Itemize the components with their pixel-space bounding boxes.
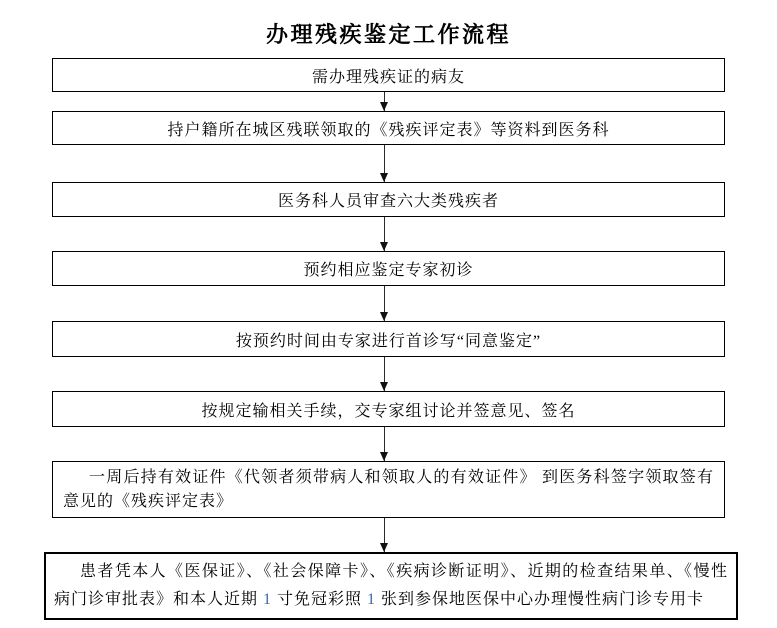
flow-arrow-6 (384, 427, 385, 461)
flow-step-1-label: 需办理残疾证的病友 (311, 68, 465, 86)
flowchart-title: 办理残疾鉴定工作流程 (265, 22, 511, 47)
flow-step-3-label: 医务科人员审查六大类残疾者 (277, 193, 499, 210)
flow-arrow-5 (384, 357, 385, 391)
flow-step-5-label: 按预约时间由专家进行首诊写“同意鉴定” (235, 332, 542, 350)
flow-arrow-7 (384, 518, 385, 552)
flow-step-6-label: 按规定输相关手续，交专家组讨论并签意见、签名 (201, 402, 576, 420)
flow-step-1 (52, 58, 725, 92)
flow-step-8-line2-run: 寸免冠彩照 (272, 591, 368, 608)
flow-step-4-label: 预约相应鉴定专家初诊 (303, 262, 474, 279)
flow-step-4 (52, 251, 725, 286)
photo-count-digit: 1 (263, 591, 273, 608)
photo-count-digit: 1 (367, 591, 377, 608)
flow-arrow-3 (384, 217, 385, 251)
flow-step-7-line1: 一周后持有效证件《代领者须带病人和领取人的有效证件》 到医务科签字领取签有 (89, 469, 714, 486)
flow-step-8-line1: 患者凭本人《医保证》、《社会保障卡》、《疾病诊断证明》、近期的检查结果单、《慢性 (80, 563, 728, 580)
flow-step-8 (44, 552, 738, 620)
flow-step-8-line2-run: 病门诊审批表》和本人近期 (54, 591, 264, 608)
flow-step-8-line2-run: 张到参保地医保中心办理慢性病门诊专用卡 (376, 591, 705, 608)
flow-step-3 (52, 182, 725, 217)
flow-step-7 (52, 461, 725, 518)
flow-step-8-line2 (54, 586, 728, 614)
flow-step-5 (52, 321, 725, 357)
flow-step-2 (52, 111, 725, 145)
flow-step-2-label: 持户籍所在城区残联领取的《残疾评定表》等资料到医务科 (167, 121, 610, 139)
flow-step-7-line2: 意见的《残疾评定表》 (63, 493, 234, 510)
flow-step-6 (52, 391, 725, 427)
flow-arrow-2 (384, 145, 385, 182)
flow-arrow-4 (384, 286, 385, 321)
flow-arrow-1 (384, 92, 385, 111)
